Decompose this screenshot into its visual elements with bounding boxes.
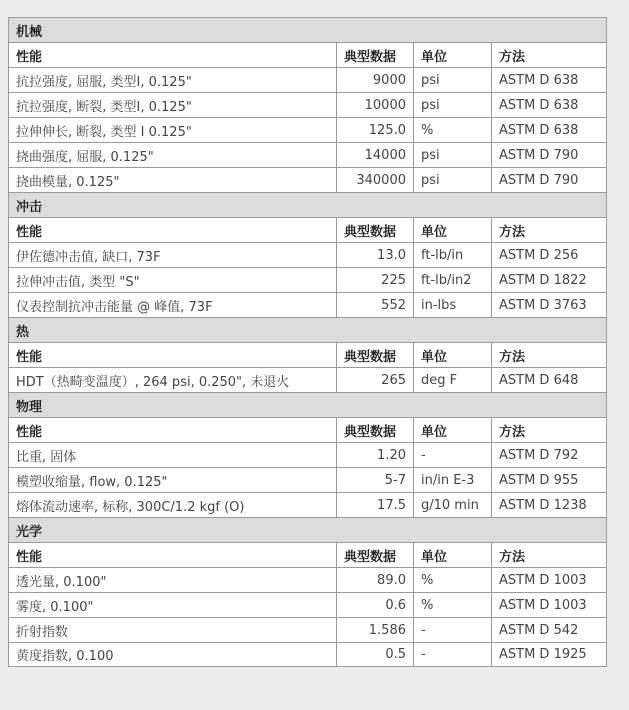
value-cell: 265: [336, 367, 413, 392]
method-cell: ASTM D 648: [491, 367, 607, 392]
value-cell: 0.6: [336, 592, 413, 617]
column-header-row: [8, 542, 607, 567]
method-cell: ASTM D 638: [491, 67, 607, 92]
method-cell: ASTM D 542: [491, 617, 607, 642]
property-cell: 挠曲强度, 屈服, 0.125": [8, 142, 336, 167]
section-header-row: [8, 192, 607, 217]
value-cell: 5-7: [336, 467, 413, 492]
table-row: [8, 167, 607, 192]
header-property: 性能: [8, 217, 336, 242]
property-cell: 雾度, 0.100": [8, 592, 336, 617]
table-row: [8, 242, 607, 267]
unit-cell: %: [413, 592, 491, 617]
properties-table: [8, 17, 607, 667]
table-row: [8, 442, 607, 467]
value-cell: 13.0: [336, 242, 413, 267]
header-typical-value: 典型数据: [336, 417, 413, 442]
header-property: 性能: [8, 542, 336, 567]
property-cell: 挠曲模量, 0.125": [8, 167, 336, 192]
unit-cell: psi: [413, 67, 491, 92]
properties-table-body: [8, 17, 607, 667]
section-header-row: [8, 517, 607, 542]
header-typical-value: 典型数据: [336, 342, 413, 367]
header-typical-value: 典型数据: [336, 42, 413, 67]
header-method: 方法: [491, 417, 607, 442]
table-row: [8, 92, 607, 117]
table-row: [8, 617, 607, 642]
table-row: [8, 67, 607, 92]
section-title: 光学: [8, 517, 607, 542]
unit-cell: -: [413, 617, 491, 642]
column-header-row: [8, 217, 607, 242]
table-row: [8, 592, 607, 617]
unit-cell: deg F: [413, 367, 491, 392]
property-cell: 透光量, 0.100": [8, 567, 336, 592]
property-cell: HDT（热畸变温度）, 264 psi, 0.250", 未退火: [8, 367, 336, 392]
table-row: [8, 467, 607, 492]
section-title: 物理: [8, 392, 607, 417]
value-cell: 10000: [336, 92, 413, 117]
value-cell: 1.586: [336, 617, 413, 642]
unit-cell: psi: [413, 92, 491, 117]
header-property: 性能: [8, 342, 336, 367]
method-cell: ASTM D 638: [491, 92, 607, 117]
value-cell: 0.5: [336, 642, 413, 667]
unit-cell: -: [413, 642, 491, 667]
section-header-row: [8, 392, 607, 417]
header-method: 方法: [491, 542, 607, 567]
method-cell: ASTM D 1003: [491, 567, 607, 592]
value-cell: 17.5: [336, 492, 413, 517]
header-typical-value: 典型数据: [336, 542, 413, 567]
table-row: [8, 567, 607, 592]
property-cell: 伊佐德冲击值, 缺口, 73F: [8, 242, 336, 267]
method-cell: ASTM D 790: [491, 142, 607, 167]
method-cell: ASTM D 1003: [491, 592, 607, 617]
table-row: [8, 142, 607, 167]
header-typical-value: 典型数据: [336, 217, 413, 242]
unit-cell: ft-lb/in: [413, 242, 491, 267]
column-header-row: [8, 342, 607, 367]
column-header-row: [8, 42, 607, 67]
unit-cell: psi: [413, 167, 491, 192]
header-unit: 单位: [413, 342, 491, 367]
value-cell: 225: [336, 267, 413, 292]
method-cell: ASTM D 1925: [491, 642, 607, 667]
value-cell: 1.20: [336, 442, 413, 467]
method-cell: ASTM D 3763: [491, 292, 607, 317]
header-method: 方法: [491, 342, 607, 367]
header-method: 方法: [491, 217, 607, 242]
value-cell: 552: [336, 292, 413, 317]
section-title: 机械: [8, 17, 607, 42]
method-cell: ASTM D 1822: [491, 267, 607, 292]
table-row: [8, 267, 607, 292]
property-cell: 拉伸冲击值, 类型 "S": [8, 267, 336, 292]
unit-cell: %: [413, 117, 491, 142]
unit-cell: in/in E-3: [413, 467, 491, 492]
property-cell: 仪表控制抗冲击能量 @ 峰值, 73F: [8, 292, 336, 317]
value-cell: 9000: [336, 67, 413, 92]
header-unit: 单位: [413, 42, 491, 67]
unit-cell: ft-lb/in2: [413, 267, 491, 292]
property-cell: 黄度指数, 0.100: [8, 642, 336, 667]
method-cell: ASTM D 256: [491, 242, 607, 267]
table-row: [8, 492, 607, 517]
method-cell: ASTM D 790: [491, 167, 607, 192]
property-cell: 熔体流动速率, 标称, 300C/1.2 kgf (O): [8, 492, 336, 517]
table-row: [8, 292, 607, 317]
method-cell: ASTM D 638: [491, 117, 607, 142]
property-cell: 抗拉强度, 断裂, 类型I, 0.125": [8, 92, 336, 117]
property-cell: 折射指数: [8, 617, 336, 642]
value-cell: 14000: [336, 142, 413, 167]
table-row: [8, 367, 607, 392]
section-title: 冲击: [8, 192, 607, 217]
unit-cell: psi: [413, 142, 491, 167]
value-cell: 340000: [336, 167, 413, 192]
unit-cell: %: [413, 567, 491, 592]
unit-cell: g/10 min: [413, 492, 491, 517]
property-cell: 拉伸伸长, 断裂, 类型 I 0.125": [8, 117, 336, 142]
properties-panel: [8, 17, 607, 667]
table-row: [8, 117, 607, 142]
method-cell: ASTM D 1238: [491, 492, 607, 517]
header-property: 性能: [8, 42, 336, 67]
header-unit: 单位: [413, 542, 491, 567]
table-row: [8, 642, 607, 667]
section-header-row: [8, 17, 607, 42]
header-unit: 单位: [413, 217, 491, 242]
method-cell: ASTM D 955: [491, 467, 607, 492]
property-cell: 抗拉强度, 屈服, 类型I, 0.125": [8, 67, 336, 92]
section-header-row: [8, 317, 607, 342]
section-title: 热: [8, 317, 607, 342]
header-unit: 单位: [413, 417, 491, 442]
column-header-row: [8, 417, 607, 442]
property-cell: 比重, 固体: [8, 442, 336, 467]
value-cell: 89.0: [336, 567, 413, 592]
value-cell: 125.0: [336, 117, 413, 142]
unit-cell: -: [413, 442, 491, 467]
method-cell: ASTM D 792: [491, 442, 607, 467]
header-method: 方法: [491, 42, 607, 67]
header-property: 性能: [8, 417, 336, 442]
property-cell: 模塑收缩量, flow, 0.125": [8, 467, 336, 492]
unit-cell: in-lbs: [413, 292, 491, 317]
